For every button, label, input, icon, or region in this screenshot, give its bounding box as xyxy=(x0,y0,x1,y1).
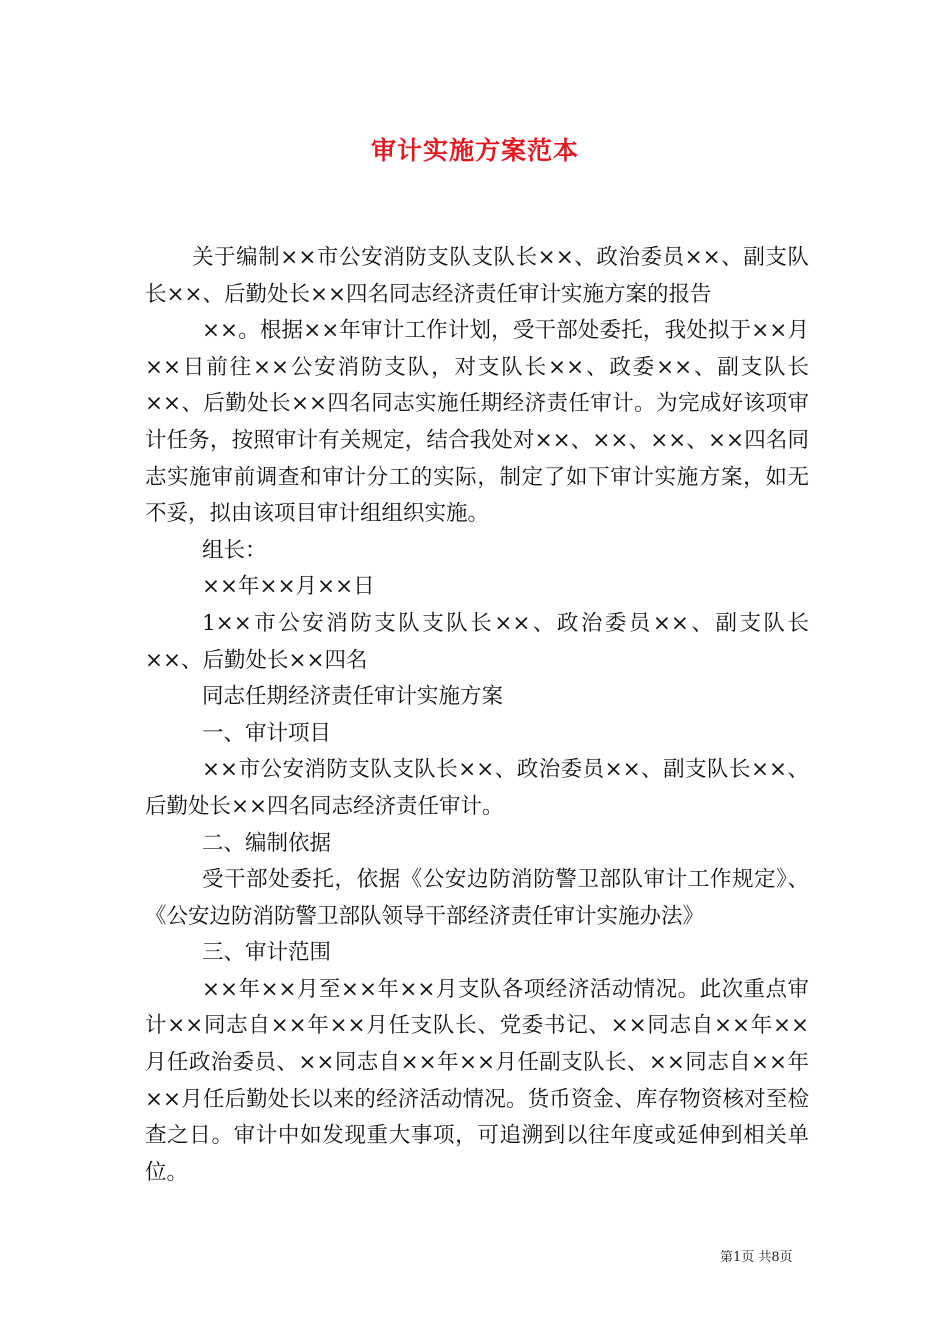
paragraph-date: ××年××月××日 xyxy=(202,574,375,600)
paragraph-report-heading: 关于编制××市公安消防支队支队长××、政治委员××、副支队长××、后勤处长××四名同志经济责任审计实施方案的报告 xyxy=(145,245,809,307)
section-heading-audit-project: 一、审计项目 xyxy=(202,720,332,746)
paragraph-intro: ××。根据××年审计工作计划，受干部处委托，我处拟于××月××日前往××公安消防支队，对支队长××、政委××、副支队长××、后勤处长××四名同志实施任期经济责任审计。为完成好该项审计任务，按照审计有关规定，结合我处对××、××、××、××四名同志实施审前调查和审计分工的实际，制定了如下审计实施方案，如无不妥，拟由该项目审计组组织实施。 xyxy=(145,318,809,527)
paragraph-plan-heading: 1××市公安消防支队支队长××、政治委员××、副支队长××、后勤处长××四名 xyxy=(145,610,809,673)
document-title: 审计实施方案范本 xyxy=(370,136,579,165)
section-heading-basis: 二、编制依据 xyxy=(202,830,332,856)
paragraph-audit-project: ××市公安消防支队支队长××、政治委员××、副支队长××、后勤处长××四名同志经济责任审计。 xyxy=(145,757,809,819)
paragraph-plan-heading-cont: 同志任期经济责任审计实施方案 xyxy=(202,684,504,710)
document-body xyxy=(145,240,809,1191)
page-number: 第1页 共8页 xyxy=(720,1250,793,1265)
section-heading-scope: 三、审计范围 xyxy=(202,940,332,966)
paragraph-scope: ××年××月至××年××月支队各项经济活动情况。此次重点审计××同志自××年××月任支队长、党委书记、××同志自××年××月任政治委员、××同志自××年××月任副支队长、××同志自××年××月任后勤处长以来的经济活动情况。货币资金、库存物资核对至检查之日。审计中如发现重大事项，可追溯到以往年度或延伸到相关单位。 xyxy=(145,976,809,1185)
paragraph-basis: 受干部处委托，依据《公安边防消防警卫部队审计工作规定》、《公安边防消防警卫部队领导干部经济责任审计实施办法》 xyxy=(145,867,809,929)
paragraph-team-leader: 组长： xyxy=(202,537,267,563)
